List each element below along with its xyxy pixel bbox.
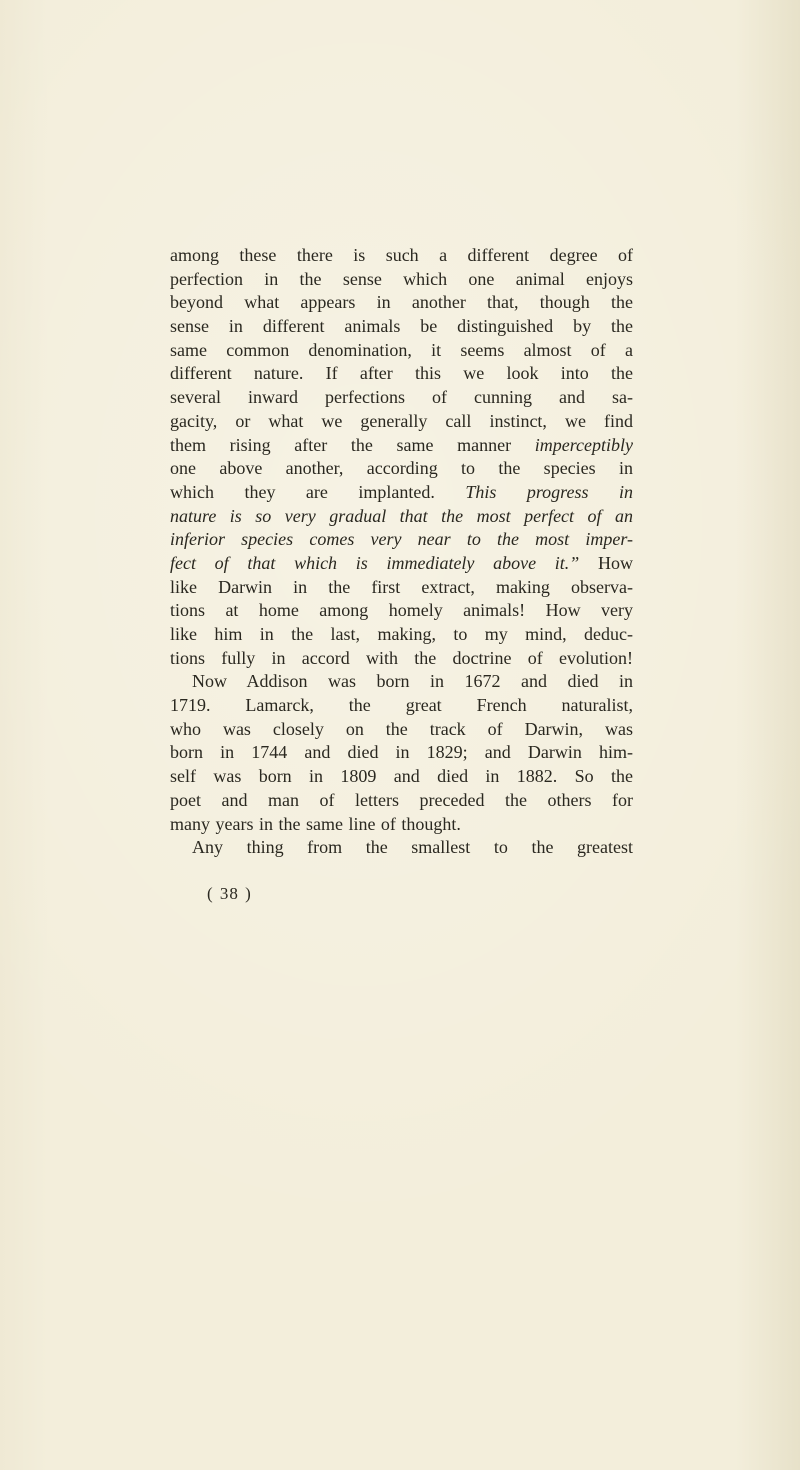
text-segment: born in 1744 and died in 1829; and Darwin him-	[170, 742, 633, 763]
text-segment: one above another, according to the species in	[170, 458, 633, 479]
text-segment: gacity, or what we generally call instinct, we find	[170, 410, 633, 431]
italic-text-segment: nature is so very gradual that the most perfect of an	[170, 505, 633, 526]
text-line	[170, 623, 633, 647]
text-line	[170, 599, 633, 623]
text-line	[170, 647, 633, 671]
text-segment: different nature. If after this we look into the	[170, 363, 633, 384]
italic-text-segment: inferior species comes very near to the most imper-	[170, 529, 633, 550]
italic-text-segment: This progress in	[465, 481, 633, 502]
text-segment: many years in the same line of thought.	[170, 813, 461, 834]
page-number: ( 38 )	[207, 884, 252, 903]
text-line	[170, 789, 633, 813]
text-line	[170, 836, 633, 860]
text-line	[170, 741, 633, 765]
text-line	[170, 528, 633, 552]
text-segment: Now Addison was born in 1672 and died in	[192, 671, 633, 692]
text-line	[170, 718, 633, 742]
folio-container	[170, 873, 633, 906]
text-line	[170, 670, 633, 694]
text-segment: beyond what appears in another that, though the	[170, 292, 633, 313]
text-line	[170, 694, 633, 718]
text-segment: them rising after the same manner	[170, 434, 535, 455]
text-segment: tions fully in accord with the doctrine of evolution!	[170, 647, 633, 668]
text-segment: same common denomination, it seems almost of a	[170, 339, 633, 360]
italic-text-segment: fect of that which is immediately above it.”	[170, 552, 580, 573]
text-segment: which they are implanted.	[170, 481, 466, 502]
text-line	[170, 481, 633, 505]
text-line	[170, 339, 633, 363]
text-segment: several inward perfections of cunning and sa-	[170, 387, 633, 408]
text-segment: How	[579, 552, 633, 573]
page-text-block	[170, 244, 633, 860]
text-segment: Any thing from the smallest to the greatest	[192, 837, 633, 858]
text-segment: poet and man of letters preceded the others for	[170, 789, 633, 810]
text-line	[170, 244, 633, 268]
text-line	[170, 315, 633, 339]
text-line	[170, 765, 633, 789]
text-line	[170, 552, 633, 576]
text-line	[170, 268, 633, 292]
text-line	[170, 457, 633, 481]
text-line	[170, 813, 633, 837]
text-segment: like him in the last, making, to my mind, deduc-	[170, 624, 633, 644]
text-line	[170, 434, 633, 458]
text-segment: among these there is such a different degree of	[170, 245, 633, 265]
text-segment: self was born in 1809 and died in 1882. So the	[170, 766, 633, 787]
text-segment: 1719. Lamarck, the great French naturalist,	[170, 695, 633, 716]
text-line	[170, 386, 633, 410]
italic-text-segment: imperceptibly	[534, 434, 633, 455]
text-segment: who was closely on the track of Darwin, was	[170, 718, 633, 739]
text-line	[170, 362, 633, 386]
text-line	[170, 291, 633, 315]
text-segment: perfection in the sense which one animal enjoys	[170, 268, 633, 289]
text-line	[170, 576, 633, 600]
text-line	[170, 410, 633, 434]
text-segment: sense in different animals be distinguished by the	[170, 316, 633, 337]
text-line	[170, 505, 633, 529]
text-segment: like Darwin in the first extract, making observa-	[170, 576, 633, 597]
text-segment: tions at home among homely animals! How very	[170, 600, 633, 621]
